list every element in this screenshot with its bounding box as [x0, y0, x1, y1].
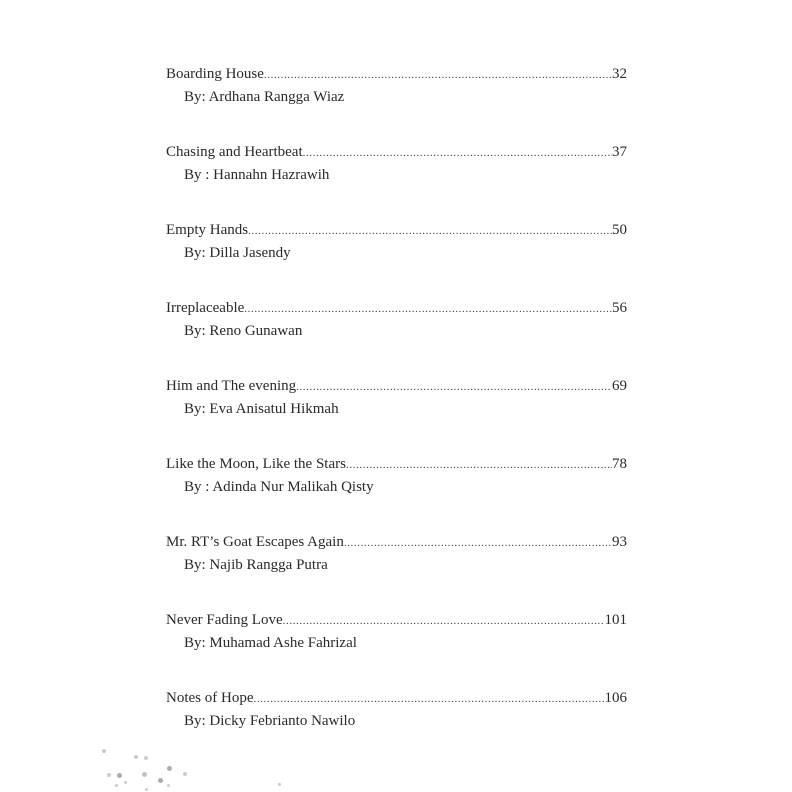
entry-title: Never Fading Love — [166, 612, 283, 628]
toc-entry-line — [166, 688, 627, 709]
entry-author: By : Hannahn Hazrawih — [184, 167, 330, 183]
entry-title: Chasing and Heartbeat — [166, 144, 303, 160]
dot-leader — [253, 689, 604, 709]
page-number: 106 — [604, 690, 627, 706]
toc-entry-line — [166, 532, 627, 553]
dot-leader — [283, 611, 605, 631]
dot-leader — [344, 533, 612, 553]
entry-title: Like the Moon, Like the Stars — [166, 456, 346, 472]
toc-entry — [166, 220, 627, 298]
page-number: 50 — [612, 222, 627, 238]
entry-author: By: Eva Anisatul Hikmah — [184, 401, 339, 417]
entry-title: Notes of Hope — [166, 690, 254, 706]
toc-entry-line — [166, 610, 627, 631]
entry-title: Empty Hands — [166, 222, 249, 238]
entry-title: Boarding House — [166, 66, 264, 82]
dot-leader — [303, 143, 612, 163]
toc-entry — [166, 298, 627, 376]
entry-title: Irreplaceable — [166, 300, 245, 316]
dot-leader — [264, 65, 612, 85]
page-number: 56 — [612, 300, 627, 316]
page-number: 78 — [612, 456, 627, 472]
entry-author: By : Adinda Nur Malikah Qisty — [184, 479, 374, 495]
entry-author: By: Dicky Febrianto Nawilo — [184, 713, 356, 729]
entry-title: Him and The evening — [166, 378, 297, 394]
page-number: 93 — [612, 534, 627, 550]
page-number: 69 — [612, 378, 627, 394]
table-of-contents — [166, 64, 627, 766]
toc-entry — [166, 610, 627, 688]
toc-entry — [166, 142, 627, 220]
toc-entry — [166, 376, 627, 454]
toc-entry-line — [166, 298, 627, 319]
entry-author: By: Dilla Jasendy — [184, 245, 291, 261]
entry-title: Mr. RT’s Goat Escapes Again — [166, 534, 344, 550]
dot-leader — [244, 299, 612, 319]
entry-author: By: Muhamad Ashe Fahrizal — [184, 635, 357, 651]
toc-entry-line — [166, 142, 627, 163]
toc-entry-line — [166, 64, 627, 85]
toc-entry — [166, 688, 627, 766]
toc-entry — [166, 454, 627, 532]
page-number: 101 — [604, 612, 627, 628]
entry-author: By: Najib Rangga Putra — [184, 557, 328, 573]
dot-leader — [296, 377, 612, 397]
toc-entry-line — [166, 454, 627, 475]
page-number: 32 — [612, 66, 627, 82]
dot-leader — [346, 455, 612, 475]
entry-author: By: Reno Gunawan — [184, 323, 303, 339]
entry-author: By: Ardhana Rangga Wiaz — [184, 89, 345, 105]
toc-entry-line — [166, 376, 627, 397]
toc-entry — [166, 64, 627, 142]
toc-entry — [166, 532, 627, 610]
dot-leader — [248, 221, 612, 241]
page-number: 37 — [612, 144, 627, 160]
toc-entry-line — [166, 220, 627, 241]
